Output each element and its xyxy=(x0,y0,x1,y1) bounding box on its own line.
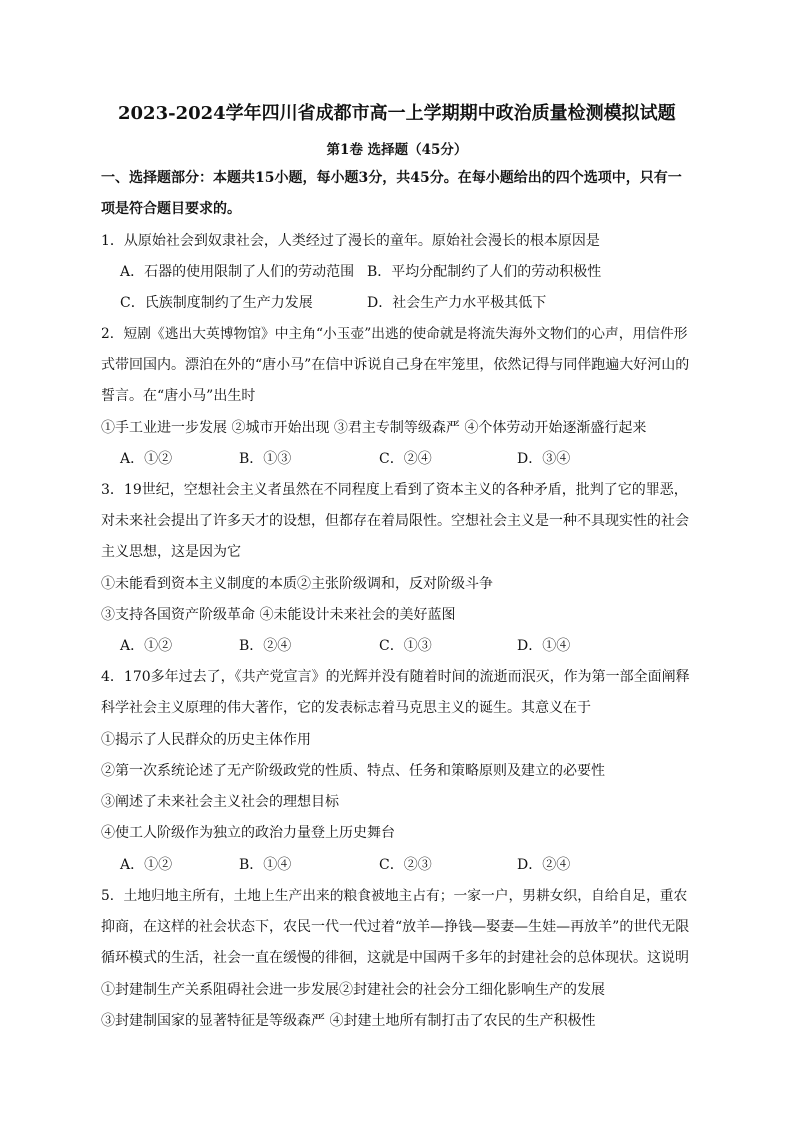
q3-items-line-1: ①未能看到资本主义制度的本质②主张阶级调和，反对阶级斗争 xyxy=(101,576,493,592)
instructions-line-1: 一、选择题部分：本题共15小题，每小题3分，共45分。在每小题给出的四个选项中，只有一 xyxy=(101,170,682,186)
q1-option-d: D．社会生产力水平极其低下 xyxy=(367,295,547,311)
q3-option-b: B．②④ xyxy=(239,638,292,654)
q4-option-b: B．①④ xyxy=(239,857,292,873)
q2-items: ①手工业进一步发展 ②城市开始出现 ③君主专制等级森严 ④个体劳动开始逐渐盛行起来 xyxy=(101,420,647,436)
q2-option-a: A．①② xyxy=(120,451,173,467)
q2-stem-line-2: 式带回国内。漂泊在外的“唐小马”在信中诉说自己身在牢笼里，依然记得与同伴跑遍大好河山的 xyxy=(101,357,690,373)
q2-option-b: B．①③ xyxy=(239,451,292,467)
q3-option-c: C．①③ xyxy=(379,638,432,654)
q5-stem-line-3: 循环模式的生活，社会一直在缓慢的徘徊，这就是中国两千多年的封建社会的总体现状。这说明 xyxy=(101,950,689,966)
instructions-line-2: 项是符合题目要求的。 xyxy=(101,201,241,217)
q5-stem-line-2: 抑商，在这样的社会状态下，农民一代一代过着“放羊—挣钱—娶妻—生娃—再放羊”的世代无限 xyxy=(101,919,690,935)
q3-stem-line-2: 对未来社会提出了许多天才的设想，但都存在着局限性。空想社会主义是一种不具现实性的社会 xyxy=(101,513,689,529)
q4-item-4: ④使工人阶级作为独立的政治力量登上历史舞台 xyxy=(101,825,395,841)
q4-stem-line-2: 科学社会主义原理的伟大著作，它的发表标志着马克思主义的诞生。其意义在于 xyxy=(101,700,591,716)
q1-option-b: B．平均分配制约了人们的劳动积极性 xyxy=(367,264,602,280)
exam-title: 2023-2024学年四川省成都市高一上学期期中政治质量检测模拟试题 xyxy=(118,103,676,124)
q2-stem-line-3: 誓言。在“唐小马”出生时 xyxy=(101,388,256,404)
q1-stem: 1．从原始社会到奴隶社会，人类经过了漫长的童年。原始社会漫长的根本原因是 xyxy=(101,233,600,249)
q3-stem-line-1: 3．19世纪，空想社会主义者虽然在不同程度上看到了资本主义的各种矛盾，批判了它的罪恶， xyxy=(101,482,688,498)
q4-item-3: ③阐述了未来社会主义社会的理想目标 xyxy=(101,794,339,810)
q4-stem-line-1: 4．170多年过去了，《共产党宣言》的光辉并没有随着时间的流逝而泯灭，作为第一部全面阐释 xyxy=(101,669,690,685)
q3-stem-line-3: 主义思想，这是因为它 xyxy=(101,544,241,560)
q4-option-a: A．①② xyxy=(120,857,173,873)
q4-option-d: D．②④ xyxy=(517,857,571,873)
q5-items-line-1: ①封建制生产关系阻碍社会进一步发展②封建社会的社会分工细化影响生产的发展 xyxy=(101,982,605,998)
q3-items-line-2: ③支持各国资产阶级革命 ④未能设计未来社会的美好蓝图 xyxy=(101,607,456,623)
q2-option-d: D．③④ xyxy=(517,451,571,467)
q2-stem-line-1: 2．短剧《逃出大英博物馆》中主角“小玉壶”出逃的使命就是将流失海外文物们的心声，用信件形 xyxy=(101,326,688,342)
q5-stem-line-1: 5．土地归地主所有，土地上生产出来的粮食被地主占有；一家一户，男耕女织，自给自足，重农 xyxy=(101,888,688,904)
q1-option-a: A．石器的使用限制了人们的劳动范围 xyxy=(120,264,355,280)
section-heading: 第1卷 选择题（45分） xyxy=(326,142,468,158)
q4-option-c: C．②③ xyxy=(379,857,432,873)
q3-option-a: A．①② xyxy=(120,638,173,654)
q1-option-c: C．氏族制度制约了生产力发展 xyxy=(120,295,313,311)
q5-items-line-2: ③封建制国家的显著特征是等级森严 ④封建土地所有制打击了农民的生产积极性 xyxy=(101,1013,596,1029)
q4-item-1: ①揭示了人民群众的历史主体作用 xyxy=(101,732,311,748)
q3-option-d: D．①④ xyxy=(517,638,571,654)
q4-item-2: ②第一次系统论述了无产阶级政党的性质、特点、任务和策略原则及建立的必要性 xyxy=(101,763,605,779)
q2-option-c: C．②④ xyxy=(379,451,432,467)
